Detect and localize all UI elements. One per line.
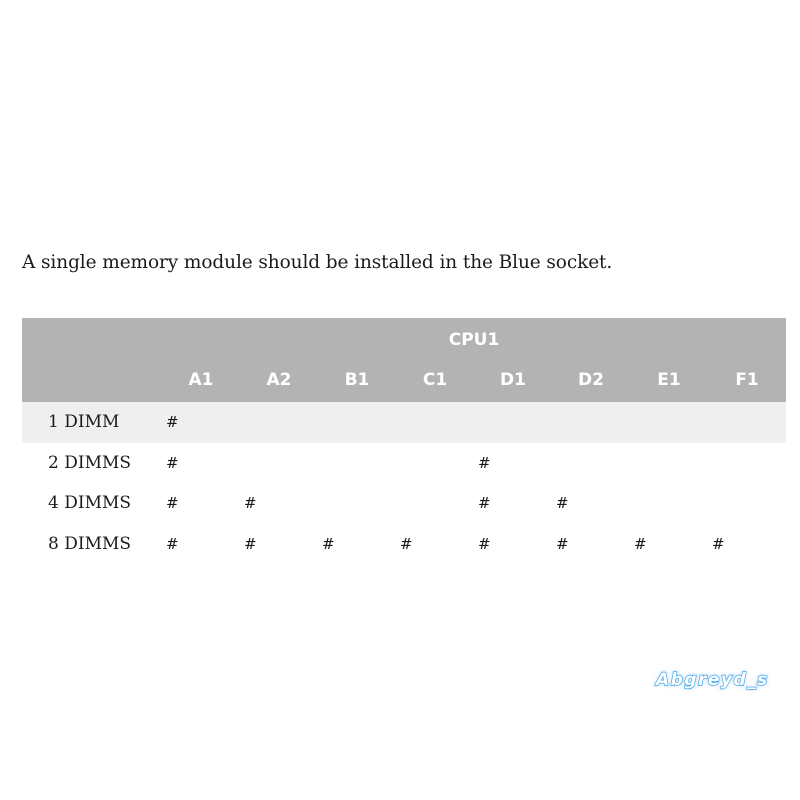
slot-header: A1 — [162, 360, 240, 402]
watermark-logo — [654, 667, 780, 691]
table-cell: # — [478, 534, 491, 553]
table-cell: # — [166, 534, 179, 553]
table-cell — [552, 443, 630, 484]
table-cell: # — [244, 494, 257, 513]
table-cell — [318, 483, 396, 524]
slot-header: A2 — [240, 360, 318, 402]
table-cell: # — [556, 494, 569, 513]
table-cell — [630, 443, 708, 484]
table-cell — [552, 402, 630, 443]
table-cell: # — [634, 534, 647, 553]
table-row — [22, 483, 786, 524]
slot-header: D2 — [552, 360, 630, 402]
table-cell — [318, 443, 396, 484]
table-cell: # — [166, 453, 179, 472]
table-cell: # — [322, 534, 335, 553]
table-row — [22, 402, 786, 443]
slot-header: C1 — [396, 360, 474, 402]
row-label: 2 DIMMS — [48, 452, 132, 473]
table-cell: # — [478, 453, 491, 472]
table-cell — [474, 402, 552, 443]
table-cell — [708, 443, 786, 484]
table-cell: # — [400, 534, 413, 553]
intro-text: A single memory module should be installed in the Blue socket. — [22, 251, 613, 273]
table-row — [22, 443, 786, 484]
table-cell — [240, 443, 318, 484]
watermark-text: Abgreyd_s — [656, 670, 769, 690]
row-label: 4 DIMMS — [48, 493, 132, 514]
table-cell: # — [166, 494, 179, 513]
table-cell: # — [712, 534, 725, 553]
table-cell: # — [556, 534, 569, 553]
slot-header: F1 — [708, 360, 786, 402]
slot-header: E1 — [630, 360, 708, 402]
table-cell — [708, 402, 786, 443]
table-cell — [396, 483, 474, 524]
table-cell — [630, 402, 708, 443]
table-cell: # — [478, 494, 491, 513]
table-row — [22, 524, 786, 565]
table-cell — [318, 402, 396, 443]
table-cell — [630, 483, 708, 524]
row-label: 1 DIMM — [22, 402, 162, 443]
table-cell — [396, 402, 474, 443]
table-cell — [396, 443, 474, 484]
dimm-population-table — [22, 318, 786, 564]
cpu-group-header: CPU1 — [162, 318, 786, 360]
row-label: 8 DIMMS — [48, 533, 132, 554]
table-cell — [708, 483, 786, 524]
cpu-header-row — [22, 318, 786, 360]
slot-header: B1 — [318, 360, 396, 402]
table-cell: # — [244, 534, 257, 553]
slot-header: D1 — [474, 360, 552, 402]
table-cell: # — [162, 402, 240, 443]
corner-cell — [22, 360, 162, 402]
table-cell — [240, 402, 318, 443]
slot-header-row — [22, 360, 786, 402]
corner-cell — [22, 318, 162, 360]
